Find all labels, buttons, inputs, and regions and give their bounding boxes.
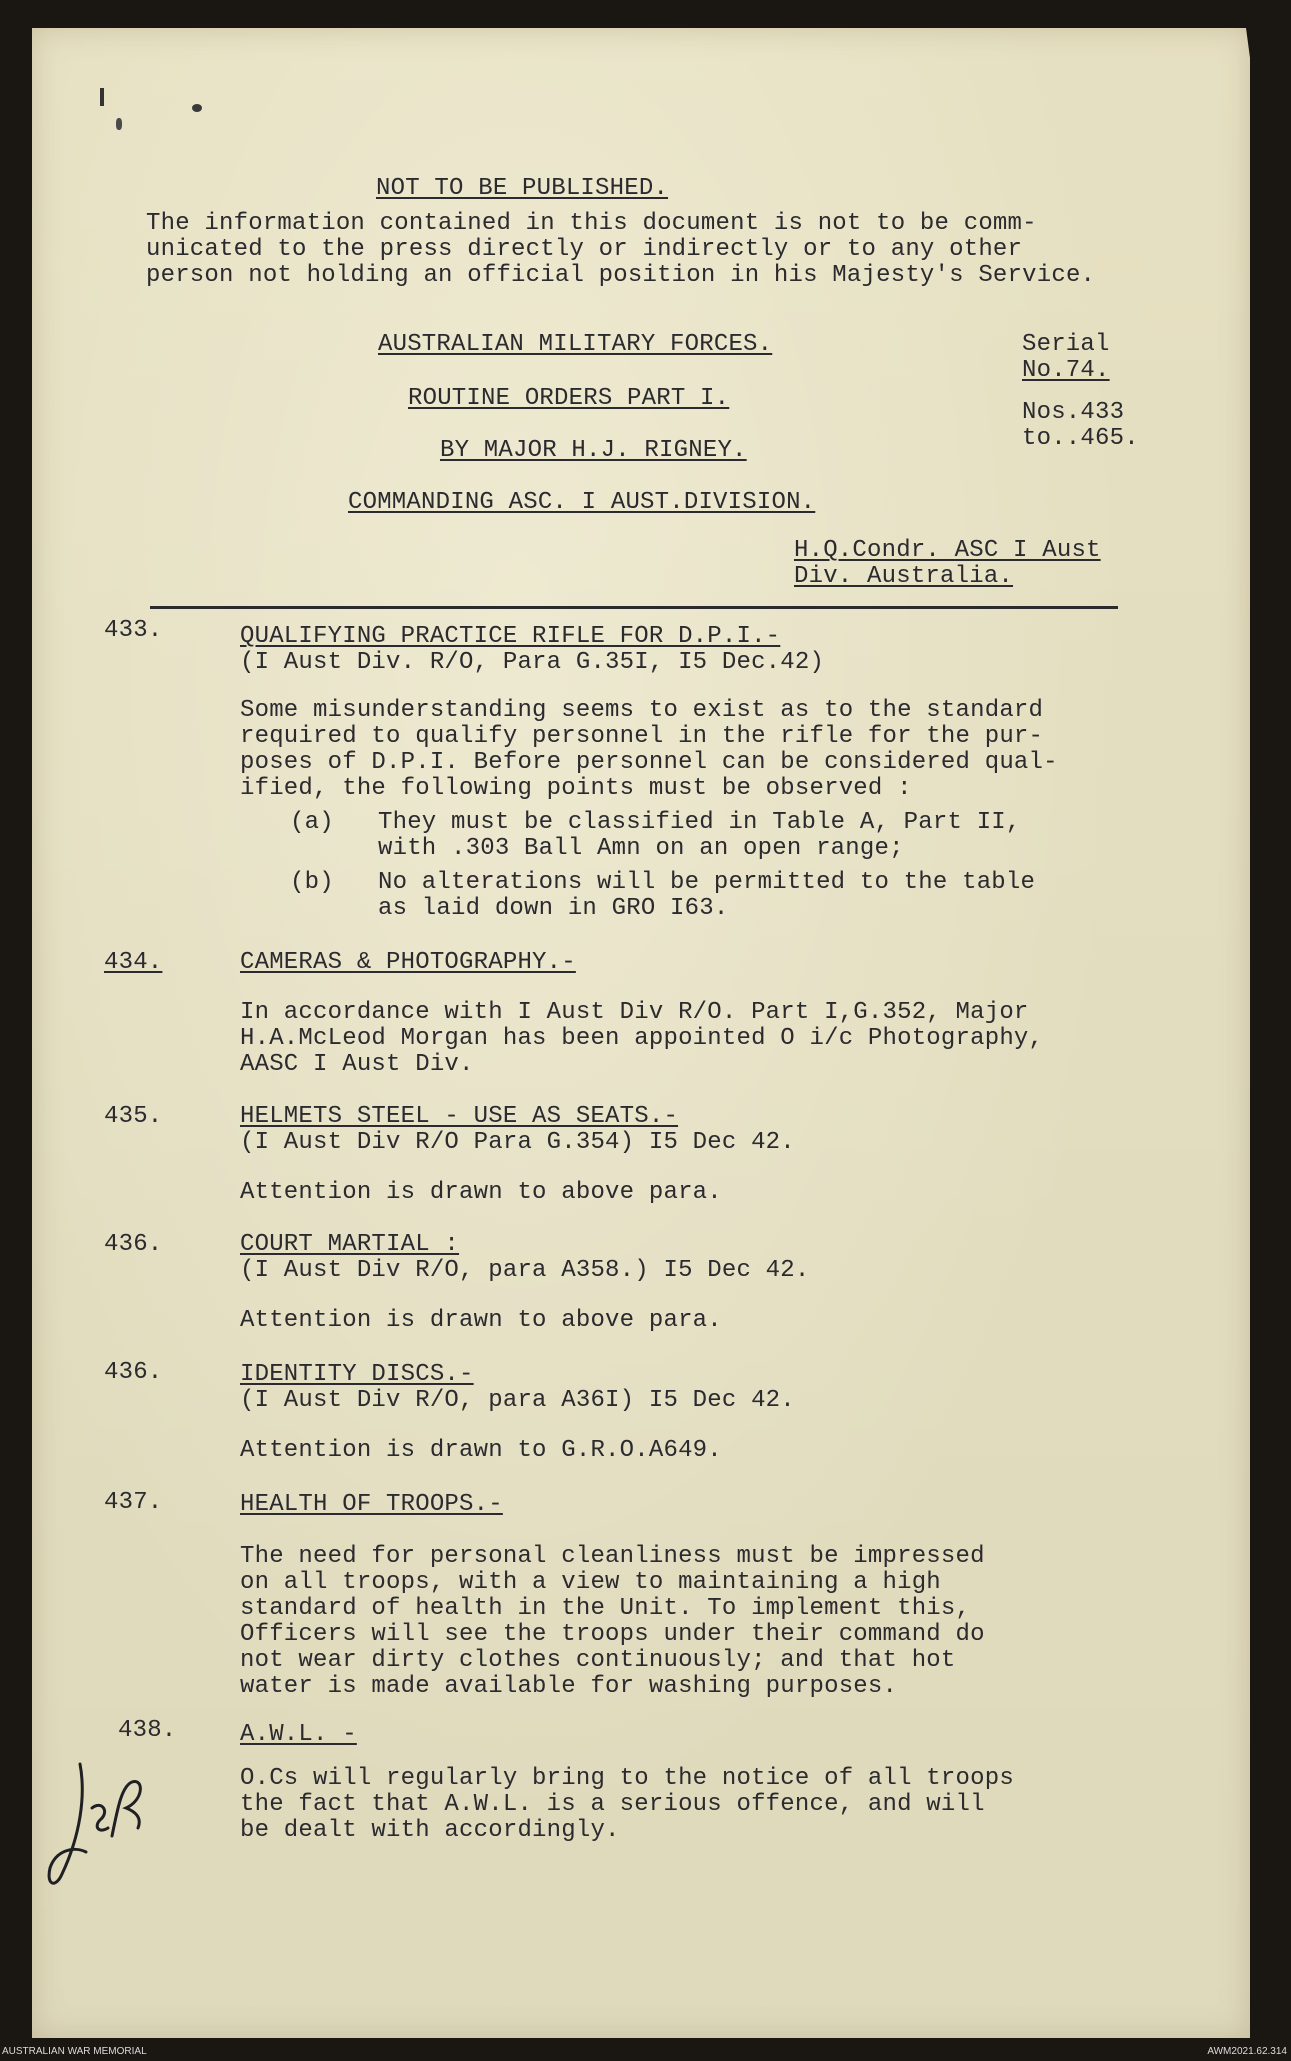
order-body-line: H.A.McLeod Morgan has been appointed O i/c Photography,	[240, 1025, 1044, 1052]
item-label: (a)	[290, 809, 334, 836]
order-body-line: In accordance with I Aust Div R/O. Part I,G.352, Major	[240, 999, 1029, 1026]
order-title: HELMETS STEEL - USE AS SEATS.-	[240, 1103, 679, 1130]
ink-mark	[116, 118, 122, 130]
handwritten-initials	[40, 1756, 160, 1896]
nos-range-end: to..465.	[1022, 425, 1139, 452]
header-rule	[150, 606, 1118, 609]
org-heading: AUSTRALIAN MILITARY FORCES.	[378, 331, 773, 358]
order-reference: (I Aust Div R/O, para A358.) I5 Dec 42.	[240, 1257, 810, 1284]
order-body-line: the fact that A.W.L. is a serious offence, and will	[240, 1791, 985, 1818]
order-number: 435.	[104, 1103, 163, 1130]
hq-line: H.Q.Condr. ASC I Aust	[794, 537, 1101, 564]
archive-credit: AUSTRALIAN WAR MEMORIAL	[2, 2046, 147, 2057]
order-body-line: Attention is drawn to above para.	[240, 1307, 722, 1334]
order-title: HEALTH OF TROOPS.-	[240, 1491, 503, 1518]
orders-title: ROUTINE ORDERS PART I.	[408, 385, 730, 412]
order-body-line: required to qualify personnel in the rifle for the pur-	[240, 723, 1044, 750]
notice-heading: NOT TO BE PUBLISHED.	[376, 175, 669, 202]
command-line: COMMANDING ASC. I AUST.DIVISION.	[348, 489, 816, 516]
order-body-line: The need for personal cleanliness must be impressed	[240, 1543, 985, 1570]
order-body-line: on all troops, with a view to maintaining a high	[240, 1569, 941, 1596]
order-reference: (I Aust Div R/O, para A36I) I5 Dec 42.	[240, 1387, 795, 1414]
order-body-line: Some misunderstanding seems to exist as to the standard	[240, 697, 1044, 724]
order-number: 434.	[104, 949, 163, 976]
order-body-line: Attention is drawn to above para.	[240, 1179, 722, 1206]
item-line: No alterations will be permitted to the table	[378, 869, 1036, 896]
archive-reference: AWM2021.62.314	[1207, 2046, 1287, 2057]
order-title: IDENTITY DISCS.-	[240, 1361, 474, 1388]
order-number: 436.	[104, 1231, 163, 1258]
order-body-line: ified, the following points must be observed :	[240, 775, 912, 802]
order-reference: (I Aust Div. R/O, Para G.35I, I5 Dec.42)	[240, 649, 825, 676]
ink-mark	[100, 88, 104, 106]
notice-line: person not holding an official position in his Majesty's Service.	[146, 262, 1096, 289]
order-body-line: standard of health in the Unit. To implement this,	[240, 1595, 971, 1622]
nos-range-start: Nos.433	[1022, 399, 1125, 426]
order-body-line: Attention is drawn to G.R.O.A649.	[240, 1437, 722, 1464]
order-number: 437.	[104, 1489, 163, 1516]
notice-line: unicated to the press directly or indirectly or to any other	[146, 236, 1023, 263]
order-reference: (I Aust Div R/O Para G.354) I5 Dec 42.	[240, 1129, 795, 1156]
order-body-line: Officers will see the troops under their command do	[240, 1621, 985, 1648]
order-title: COURT MARTIAL :	[240, 1231, 460, 1258]
order-body-line: water is made available for washing purposes.	[240, 1673, 898, 1700]
hq-line: Div. Australia.	[794, 563, 1014, 590]
order-body-line: AASC I Aust Div.	[240, 1051, 474, 1078]
serial-number: No.74.	[1022, 357, 1110, 384]
order-body-line: be dealt with accordingly.	[240, 1817, 620, 1844]
order-body-line: not wear dirty clothes continuously; and that hot	[240, 1647, 956, 1674]
item-line: with .303 Ball Amn on an open range;	[378, 835, 904, 862]
serial-label: Serial	[1022, 331, 1110, 358]
order-number: 438.	[118, 1717, 177, 1744]
notice-line: The information contained in this document is not to be comm-	[146, 210, 1037, 237]
item-line: They must be classified in Table A, Part II,	[378, 809, 1021, 836]
issued-by: BY MAJOR H.J. RIGNEY.	[440, 437, 747, 464]
order-body-line: poses of D.P.I. Before personnel can be considered qual-	[240, 749, 1058, 776]
order-title: QUALIFYING PRACTICE RIFLE FOR D.P.I.-	[240, 623, 781, 650]
ink-mark	[192, 104, 202, 112]
item-label: (b)	[290, 869, 334, 896]
order-title: A.W.L. -	[240, 1721, 357, 1748]
order-body-line: O.Cs will regularly bring to the notice of all troops	[240, 1765, 1014, 1792]
order-title: CAMERAS & PHOTOGRAPHY.-	[240, 949, 576, 976]
item-line: as laid down in GRO I63.	[378, 895, 729, 922]
order-number: 433.	[104, 617, 163, 644]
order-number: 436.	[104, 1359, 163, 1386]
